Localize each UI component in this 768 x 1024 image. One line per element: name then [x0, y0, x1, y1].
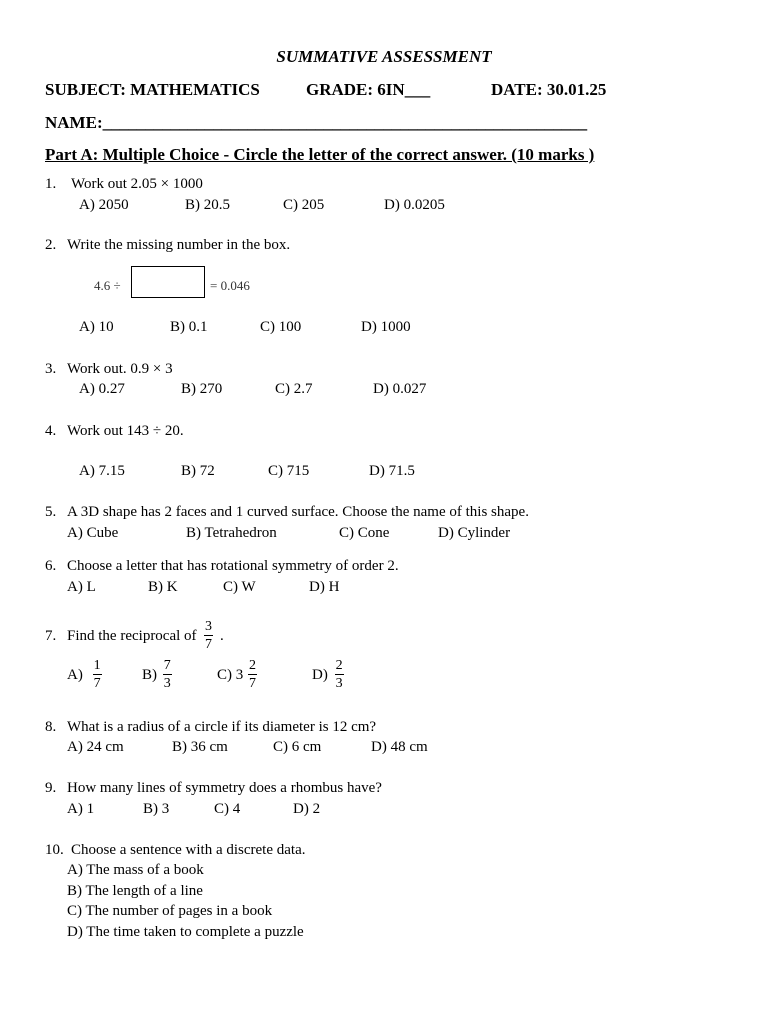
option-d[interactable] [312, 659, 344, 691]
option-a[interactable]: A) 1 [67, 801, 95, 817]
name-field[interactable]: NAME:_________________________________________________________ [45, 113, 588, 132]
option-a[interactable] [67, 659, 102, 691]
option-a[interactable]: A) 24 cm [67, 739, 124, 755]
option-c[interactable]: C) 4 [214, 801, 241, 817]
option-c[interactable] [217, 659, 257, 691]
option-label: A) [67, 666, 83, 683]
option-d[interactable]: D) 0.027 [373, 381, 427, 397]
option-label: B) [142, 666, 157, 683]
option-b[interactable]: B) The length of a line [67, 883, 203, 899]
page-title: SUMMATIVE ASSESSMENT [276, 47, 492, 66]
option-d[interactable]: D) 2 [293, 801, 321, 817]
question-text: A 3D shape has 2 faces and 1 curved surface. Choose the name of this shape. [67, 504, 529, 520]
option-b[interactable]: B) 20.5 [185, 197, 230, 213]
question-text: Write the missing number in the box. [67, 237, 291, 253]
question-number: 2. [45, 237, 57, 253]
option-a[interactable]: A) The mass of a book [67, 862, 204, 878]
option-c[interactable]: C) The number of pages in a book [67, 903, 273, 919]
question-text: Choose a sentence with a discrete data. [71, 842, 306, 858]
option-b[interactable]: B) 72 [181, 463, 215, 479]
part-a-heading: Part A: Multiple Choice - Circle the letter of the correct answer. (10 marks ) [45, 145, 595, 164]
question-number: 8. [45, 719, 57, 735]
option-b[interactable]: B) 270 [181, 381, 223, 397]
question-number: 4. [45, 423, 57, 439]
period: . [220, 628, 224, 644]
question-text: Work out 2.05 × 1000 [71, 176, 203, 192]
option-c[interactable]: C) 715 [268, 463, 310, 479]
option-c[interactable]: C) Cone [339, 525, 390, 541]
question-text: Find the reciprocal of [67, 628, 197, 644]
fraction-denominator: 3 [335, 676, 343, 691]
option-b[interactable]: B) K [148, 579, 178, 595]
option-c[interactable]: C) 6 cm [273, 739, 322, 755]
question-text: Choose a letter that has rotational symmetry of order 2. [67, 558, 399, 574]
date-label: DATE: 30.01.25 [491, 80, 607, 99]
question-number: 1. [45, 176, 57, 192]
fraction-denominator: 7 [249, 676, 256, 691]
option-c[interactable]: C) 2.7 [275, 381, 313, 397]
question-number: 5. [45, 504, 57, 520]
option-label: D) [312, 666, 328, 683]
fraction-numerator: 3 [205, 619, 212, 634]
fraction-numerator: 2 [335, 658, 343, 673]
option-label: C) 3 [217, 666, 244, 683]
option-c[interactable]: C) W [223, 579, 256, 595]
option-a[interactable]: A) 0.27 [79, 381, 125, 397]
option-a[interactable]: A) Cube [67, 525, 119, 541]
question-number: 9. [45, 780, 57, 796]
option-a[interactable]: A) 7.15 [79, 463, 125, 479]
question-number: 7. [45, 628, 57, 644]
option-b[interactable]: B) 3 [143, 801, 170, 817]
option-a[interactable]: A) L [67, 579, 96, 595]
fraction [204, 620, 213, 652]
option-d[interactable]: D) 48 cm [371, 739, 428, 755]
question-text: Work out. 0.9 × 3 [67, 361, 173, 377]
option-b[interactable]: B) 0.1 [170, 319, 208, 335]
option-d[interactable]: D) The time taken to complete a puzzle [67, 924, 304, 940]
option-b[interactable]: B) 36 cm [172, 739, 228, 755]
option-c[interactable]: C) 100 [260, 319, 302, 335]
subject-label: SUBJECT: MATHEMATICS [45, 80, 260, 99]
option-c[interactable]: C) 205 [283, 197, 325, 213]
question-number: 3. [45, 361, 57, 377]
option-a[interactable]: A) 10 [79, 319, 114, 335]
question-text: How many lines of symmetry does a rhombus have? [67, 780, 382, 796]
question-number: 6. [45, 558, 57, 574]
fraction-numerator: 1 [93, 658, 101, 673]
option-d[interactable]: D) 0.0205 [384, 197, 445, 213]
answer-box[interactable] [131, 266, 205, 298]
fraction-numerator: 2 [249, 658, 256, 673]
equation-right: = 0.046 [210, 278, 250, 293]
option-b[interactable]: B) Tetrahedron [186, 525, 277, 541]
grade-label: GRADE: 6IN___ [306, 80, 431, 99]
option-d[interactable]: D) 71.5 [369, 463, 415, 479]
fraction-numerator: 7 [163, 658, 171, 673]
fraction-denominator: 7 [93, 676, 101, 691]
option-a[interactable]: A) 2050 [79, 197, 129, 213]
question-number: 10. [45, 842, 64, 858]
fraction-denominator: 7 [205, 637, 212, 652]
equation-left: 4.6 ÷ [94, 278, 121, 293]
option-d[interactable]: D) Cylinder [438, 525, 511, 541]
fraction-denominator: 3 [163, 676, 171, 691]
option-d[interactable]: D) 1000 [361, 319, 411, 335]
option-b[interactable] [142, 659, 172, 691]
question-text: What is a radius of a circle if its diameter is 12 cm? [67, 719, 377, 735]
option-d[interactable]: D) H [309, 579, 340, 595]
question-text: Work out 143 ÷ 20. [67, 423, 184, 439]
